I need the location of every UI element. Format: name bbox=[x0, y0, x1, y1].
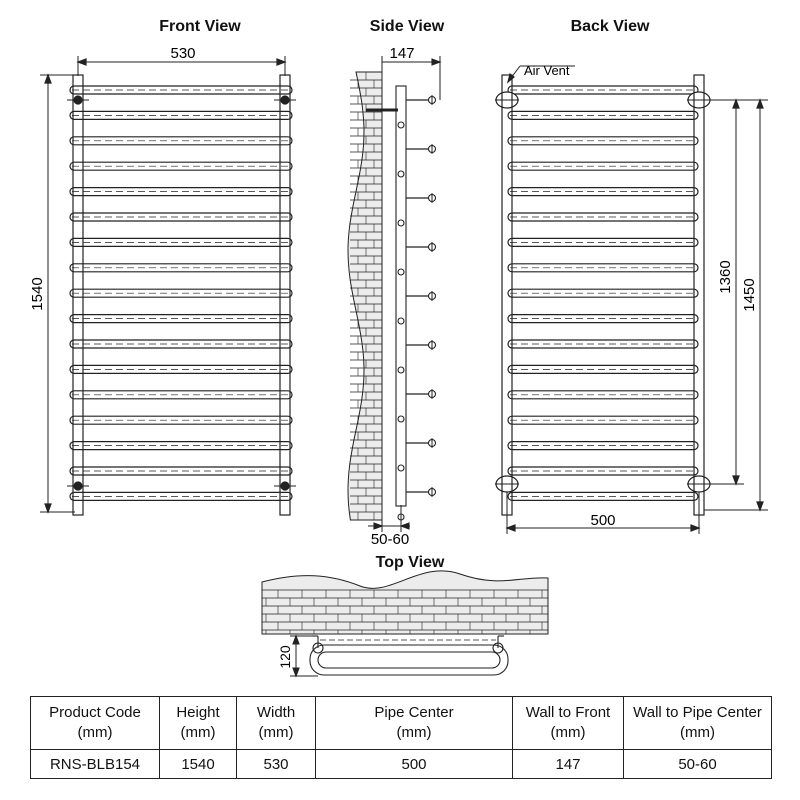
top-bar-inner bbox=[318, 652, 500, 668]
back-pipe-center-label: 500 bbox=[590, 512, 616, 529]
spec-table-header-row bbox=[31, 697, 772, 750]
front-rails bbox=[67, 86, 296, 500]
front-width-label: 530 bbox=[170, 45, 196, 62]
side-brackets bbox=[398, 95, 436, 520]
cell-product-code: RNS-BLB154 bbox=[31, 750, 160, 779]
top-view bbox=[262, 571, 548, 676]
back-view bbox=[495, 66, 768, 534]
spec-table bbox=[30, 696, 772, 779]
front-rail bbox=[70, 492, 292, 500]
front-rail bbox=[70, 365, 292, 373]
header-height: Height (mm) bbox=[160, 697, 237, 750]
front-rail bbox=[70, 442, 292, 450]
side-brick-wall bbox=[348, 72, 398, 520]
header-wall-to-pipe-center: Wall to Pipe Center (mm) bbox=[624, 697, 772, 750]
front-rail bbox=[70, 137, 292, 145]
cell-pipe-center: 500 bbox=[316, 750, 513, 779]
cell-height: 1540 bbox=[160, 750, 237, 779]
header-pipe-center: Pipe Center (mm) bbox=[316, 697, 513, 750]
front-rail bbox=[70, 467, 292, 475]
front-rail bbox=[70, 340, 292, 348]
side-view bbox=[348, 56, 440, 532]
back-rails bbox=[495, 86, 711, 500]
front-rail bbox=[70, 416, 292, 424]
back-view-title: Back View bbox=[570, 18, 650, 35]
front-rail bbox=[70, 111, 292, 119]
top-brick-wall bbox=[262, 571, 548, 634]
header-product-code: Product Code (mm) bbox=[31, 697, 160, 750]
front-rail bbox=[70, 264, 292, 272]
front-rail bbox=[70, 391, 292, 399]
cell-wall-to-front: 147 bbox=[513, 750, 624, 779]
header-width: Width (mm) bbox=[237, 697, 316, 750]
spec-table-row bbox=[31, 750, 772, 779]
front-rail bbox=[70, 86, 292, 94]
top-bar-outer bbox=[310, 645, 508, 675]
cell-wall-to-pipe-center: 50-60 bbox=[624, 750, 772, 779]
front-rail bbox=[70, 162, 292, 170]
front-height-label: 1540 bbox=[29, 277, 46, 311]
front-rail bbox=[70, 213, 292, 221]
side-depth-label: 147 bbox=[389, 45, 415, 62]
side-view-title: Side View bbox=[369, 18, 445, 35]
header-wall-to-front: Wall to Front (mm) bbox=[513, 697, 624, 750]
top-depth-label: 120 bbox=[277, 645, 293, 669]
side-post bbox=[396, 86, 406, 506]
front-rail bbox=[70, 289, 292, 297]
back-outer-height-label: 1450 bbox=[741, 278, 758, 312]
cell-width: 530 bbox=[237, 750, 316, 779]
front-rail bbox=[70, 188, 292, 196]
front-rail bbox=[70, 238, 292, 246]
back-inner-height-label: 1360 bbox=[717, 260, 734, 294]
front-rail bbox=[70, 315, 292, 323]
front-view-title: Front View bbox=[159, 18, 241, 35]
front-view bbox=[40, 56, 296, 515]
air-vent-label: Air Vent bbox=[524, 63, 570, 78]
side-wall-label: 50-60 bbox=[370, 531, 410, 548]
top-view-title: Top View bbox=[375, 554, 445, 571]
